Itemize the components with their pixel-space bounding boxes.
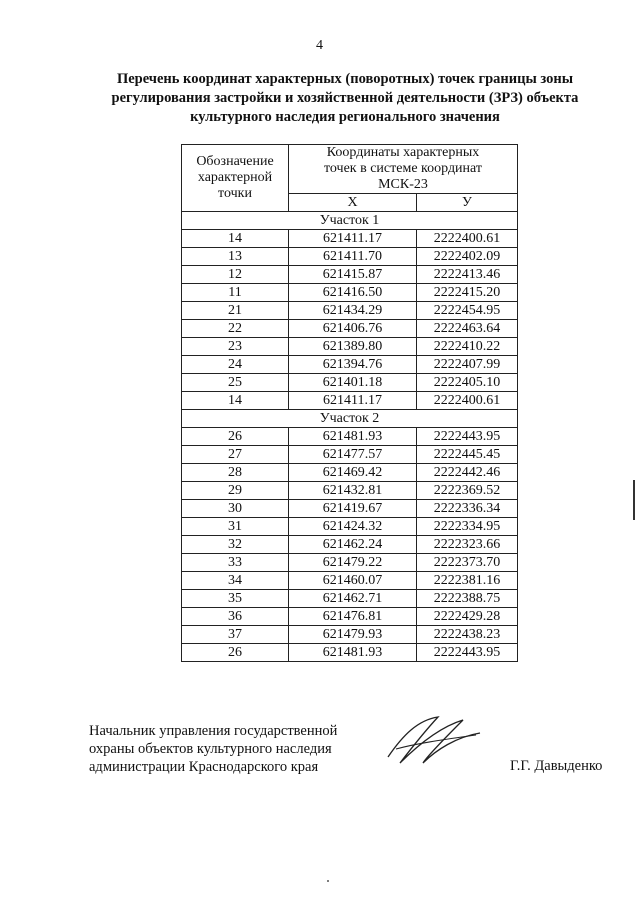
table-row: [182, 266, 518, 284]
title-line-2: регулирования застройки и хозяйственной деятельности (ЗРЗ) объекта: [111, 90, 579, 106]
table-row: [182, 500, 518, 518]
cell-y: 2222442.46: [417, 464, 518, 482]
coordinates-table: [181, 144, 518, 662]
table-row: [182, 554, 518, 572]
section-label: Участок 1: [182, 212, 518, 230]
cell-point: 14: [182, 230, 289, 248]
cell-point: 31: [182, 518, 289, 536]
cell-point: 11: [182, 284, 289, 302]
cell-x: 621479.93: [289, 626, 417, 644]
header-point-designation: Обозначение характерной точки: [182, 145, 289, 212]
cell-y: 2222369.52: [417, 482, 518, 500]
cell-point: 12: [182, 266, 289, 284]
cell-y: 2222438.23: [417, 626, 518, 644]
scan-edge-mark: [633, 480, 635, 520]
cell-x: 621424.32: [289, 518, 417, 536]
cell-point: 33: [182, 554, 289, 572]
table-row: [182, 644, 518, 662]
cell-x: 621481.93: [289, 644, 417, 662]
cell-y: 2222443.95: [417, 428, 518, 446]
cell-x: 621432.81: [289, 482, 417, 500]
cell-x: 621462.24: [289, 536, 417, 554]
table-body: [182, 212, 518, 662]
cell-point: 23: [182, 338, 289, 356]
table-row: [182, 590, 518, 608]
cell-x: 621389.80: [289, 338, 417, 356]
cell-point: 27: [182, 446, 289, 464]
cell-point: 21: [182, 302, 289, 320]
cell-x: 621401.18: [289, 374, 417, 392]
table-row: [182, 536, 518, 554]
cell-y: 2222400.61: [417, 230, 518, 248]
handwritten-signature: [378, 705, 488, 775]
cell-x: 621469.42: [289, 464, 417, 482]
cell-point: 30: [182, 500, 289, 518]
cell-y: 2222429.28: [417, 608, 518, 626]
cell-point: 22: [182, 320, 289, 338]
table-row: [182, 248, 518, 266]
cell-x: 621394.76: [289, 356, 417, 374]
table-row: [182, 428, 518, 446]
cell-point: 35: [182, 590, 289, 608]
section-label: Участок 2: [182, 410, 518, 428]
table-row: [182, 392, 518, 410]
cell-y: 2222413.46: [417, 266, 518, 284]
cell-point: 24: [182, 356, 289, 374]
section-row: [182, 212, 518, 230]
cell-point: 13: [182, 248, 289, 266]
cell-point: 25: [182, 374, 289, 392]
cell-x: 621411.70: [289, 248, 417, 266]
signatory-name: Г.Г. Давыденко: [510, 758, 603, 774]
signatory-line-1: Начальник управления государственной: [89, 723, 338, 739]
table-row: [182, 230, 518, 248]
cell-y: 2222381.16: [417, 572, 518, 590]
cell-y: 2222454.95: [417, 302, 518, 320]
cell-x: 621406.76: [289, 320, 417, 338]
table-row: [182, 482, 518, 500]
table-row: [182, 572, 518, 590]
section-row: [182, 410, 518, 428]
cell-x: 621415.87: [289, 266, 417, 284]
cell-y: 2222405.10: [417, 374, 518, 392]
cell-point: 26: [182, 644, 289, 662]
table-row: [182, 338, 518, 356]
header-x: X: [289, 194, 417, 212]
cell-point: 36: [182, 608, 289, 626]
cell-point: 26: [182, 428, 289, 446]
table-row: [182, 374, 518, 392]
cell-x: 621476.81: [289, 608, 417, 626]
cell-y: 2222323.66: [417, 536, 518, 554]
cell-point: 34: [182, 572, 289, 590]
table-row: [182, 608, 518, 626]
signatory-line-2: охраны объектов культурного наследия: [89, 741, 332, 757]
cell-x: 621411.17: [289, 392, 417, 410]
cell-y: 2222388.75: [417, 590, 518, 608]
cell-x: 621419.67: [289, 500, 417, 518]
cell-x: 621411.17: [289, 230, 417, 248]
cell-point: 32: [182, 536, 289, 554]
signatory-position: [89, 722, 337, 776]
title-line-3: культурного наследия регионального значения: [190, 109, 500, 125]
cell-x: 621462.71: [289, 590, 417, 608]
cell-x: 621477.57: [289, 446, 417, 464]
cell-y: 2222463.64: [417, 320, 518, 338]
table-row: [182, 302, 518, 320]
cell-y: 2222336.34: [417, 500, 518, 518]
table-row: [182, 626, 518, 644]
cell-y: 2222407.99: [417, 356, 518, 374]
cell-x: 621416.50: [289, 284, 417, 302]
cell-y: 2222373.70: [417, 554, 518, 572]
title-line-1: Перечень координат характерных (поворотных) точек границы зоны: [116, 71, 574, 87]
document-title: [95, 70, 595, 127]
cell-point: 28: [182, 464, 289, 482]
cell-x: 621434.29: [289, 302, 417, 320]
cell-y: 2222443.95: [417, 644, 518, 662]
cell-y: 2222400.61: [417, 392, 518, 410]
table-row: [182, 446, 518, 464]
cell-x: 621460.07: [289, 572, 417, 590]
header-y: У: [417, 194, 518, 212]
scan-dot-mark: [327, 880, 329, 882]
table-row: [182, 356, 518, 374]
cell-point: 14: [182, 392, 289, 410]
table-row: [182, 518, 518, 536]
cell-point: 29: [182, 482, 289, 500]
cell-y: 2222334.95: [417, 518, 518, 536]
cell-x: 621479.22: [289, 554, 417, 572]
cell-x: 621481.93: [289, 428, 417, 446]
cell-y: 2222410.22: [417, 338, 518, 356]
header-coordinates: Координаты характерных точек в системе координат МСК-23: [289, 145, 518, 194]
signatory-line-3: администрации Краснодарского края: [89, 759, 319, 775]
table-row: [182, 284, 518, 302]
table-row: [182, 464, 518, 482]
cell-y: 2222445.45: [417, 446, 518, 464]
cell-y: 2222402.09: [417, 248, 518, 266]
table-row: [182, 320, 518, 338]
cell-y: 2222415.20: [417, 284, 518, 302]
page-number: 4: [316, 38, 323, 53]
cell-point: 37: [182, 626, 289, 644]
